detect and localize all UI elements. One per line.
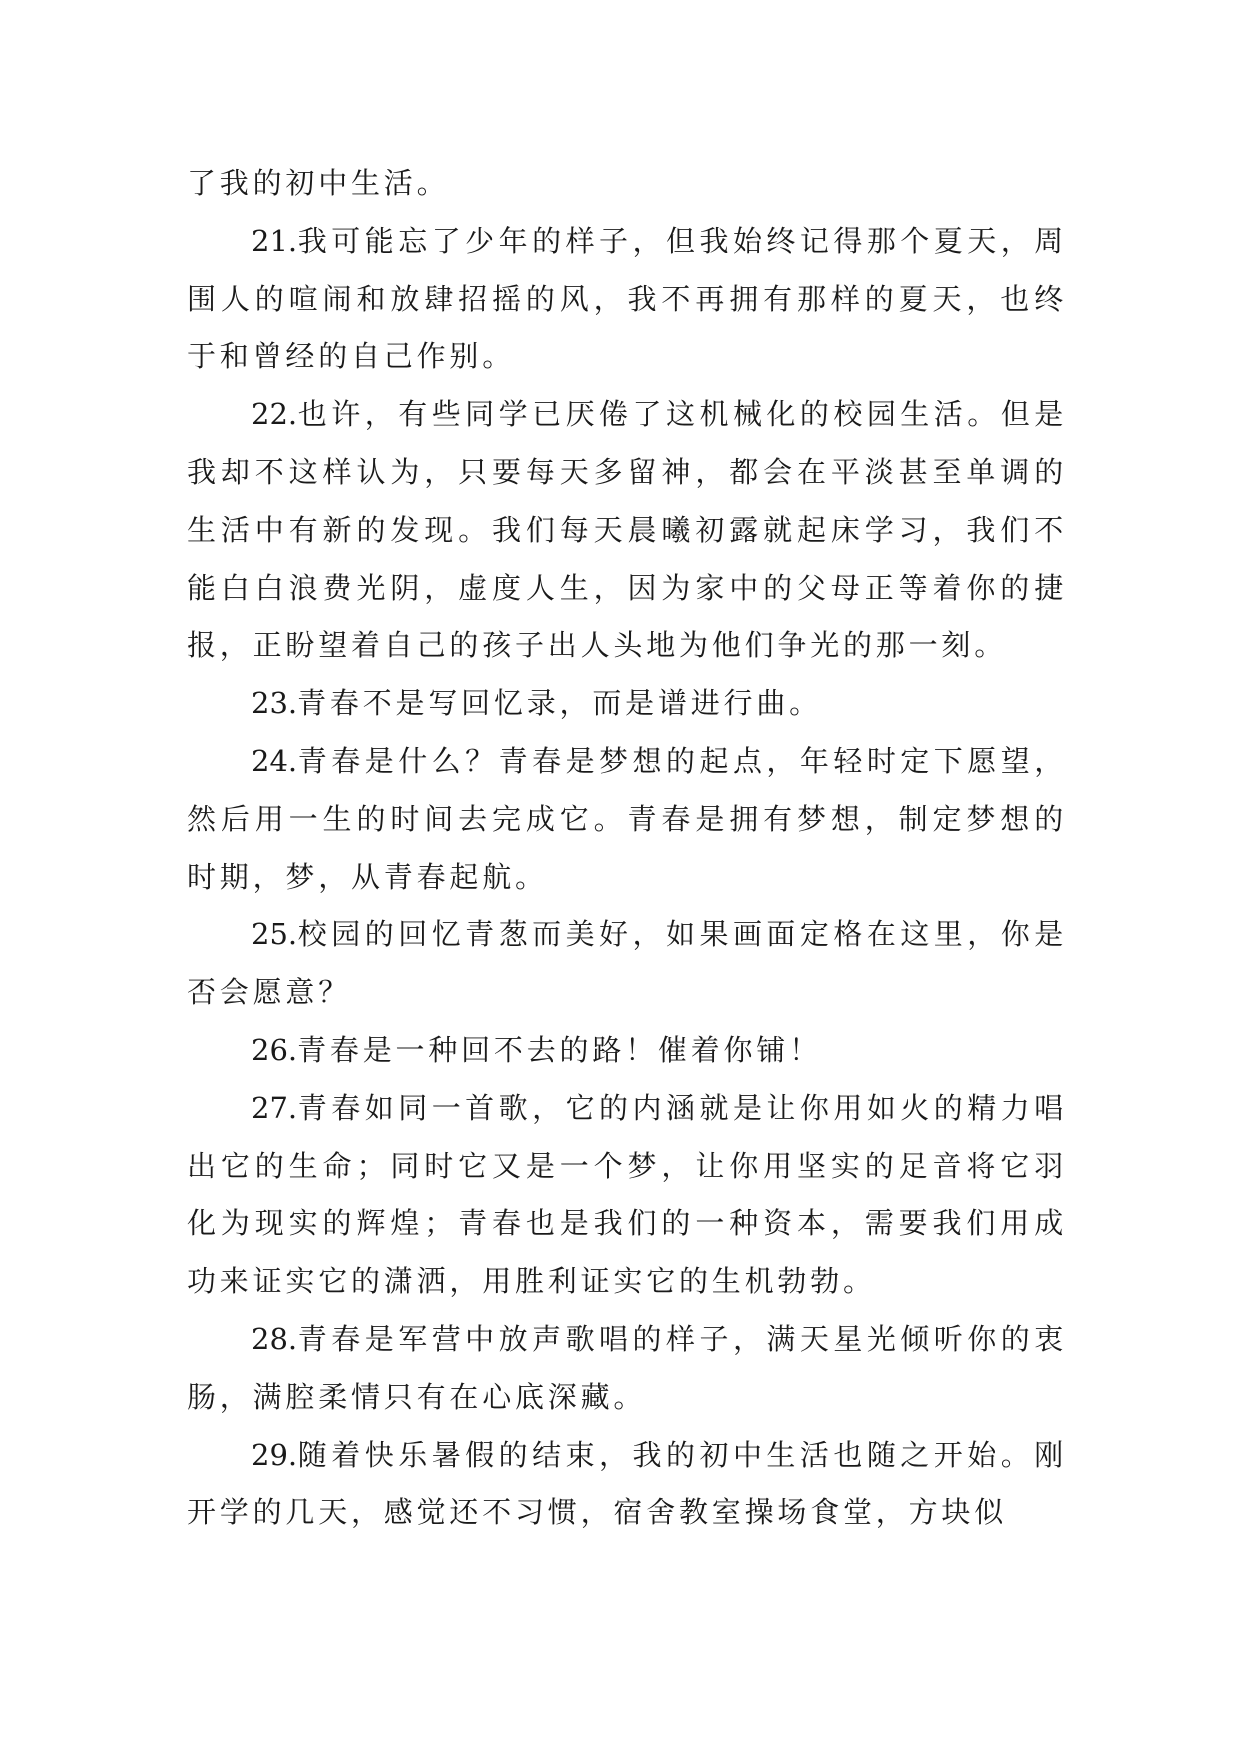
paragraph-text: 也许，有些同学已厌倦了这机械化的校园生活。但是我却不这样认为，只要每天多留神，都会在平淡甚至单调的生活中有新的发现。我们每天晨曦初露就起床学习，我们不能白白浪费光阴，虚度人生，因为家中的父母正等着你的捷报，正盼望着自己的孩子出人头地为他们争光的那一刻。: [187, 397, 1067, 663]
paragraph-number: 29.: [251, 1437, 298, 1472]
paragraph-number: 27.: [251, 1090, 298, 1125]
document-body: [187, 155, 1067, 1542]
paragraph-text: 青春是一种回不去的路！催着你铺！: [297, 1032, 822, 1067]
paragraph-26: [187, 1022, 1067, 1080]
paragraph-number: 26.: [251, 1032, 298, 1067]
paragraph-number: 25.: [251, 917, 298, 952]
paragraph-number: 28.: [251, 1321, 298, 1356]
paragraph-text: 了我的初中生活。: [187, 166, 450, 200]
paragraph-number: 24.: [251, 743, 298, 778]
paragraph-text: 青春是什么？青春是梦想的起点，年轻时定下愿望，然后用一生的时间去完成它。青春是拥有梦想，制定梦想的时期，梦，从青春起航。: [187, 743, 1067, 894]
paragraph-number: 21.: [251, 223, 298, 258]
paragraph-27: [187, 1080, 1067, 1311]
paragraph-number: 23.: [251, 686, 298, 721]
paragraph-23: [187, 675, 1067, 733]
paragraph-22: [187, 386, 1067, 675]
paragraph-text: 青春不是写回忆录，而是谱进行曲。: [297, 686, 822, 721]
paragraph-text: 青春如同一首歌，它的内涵就是让你用如火的精力唱出它的生命；同时它又是一个梦，让你用坚实的足音将它羽化为现实的辉煌；青春也是我们的一种资本，需要我们用成功来证实它的潇洒，用胜利证实它的生机勃勃。: [187, 1090, 1067, 1299]
paragraph-text: 随着快乐暑假的结束，我的初中生活也随之开始。刚开学的几天，感觉还不习惯，宿舍教室操场食堂，方块似: [187, 1437, 1067, 1530]
paragraph-text: 青春是军营中放声歌唱的样子，满天星光倾听你的衷肠，满腔柔情只有在心底深藏。: [187, 1321, 1067, 1414]
paragraph-continuation: [187, 155, 1067, 213]
paragraph-24: [187, 733, 1067, 906]
paragraph-25: [187, 906, 1067, 1022]
paragraph-text: 校园的回忆青葱而美好，如果画面定格在这里，你是否会愿意？: [187, 917, 1067, 1010]
paragraph-text: 我可能忘了少年的样子，但我始终记得那个夏天，周围人的喧闹和放肆招摇的风，我不再拥有那样的夏天，也终于和曾经的自己作别。: [187, 223, 1067, 374]
paragraph-21: [187, 213, 1067, 386]
paragraph-28: [187, 1311, 1067, 1427]
paragraph-29: [187, 1427, 1067, 1543]
paragraph-number: 22.: [251, 397, 298, 432]
